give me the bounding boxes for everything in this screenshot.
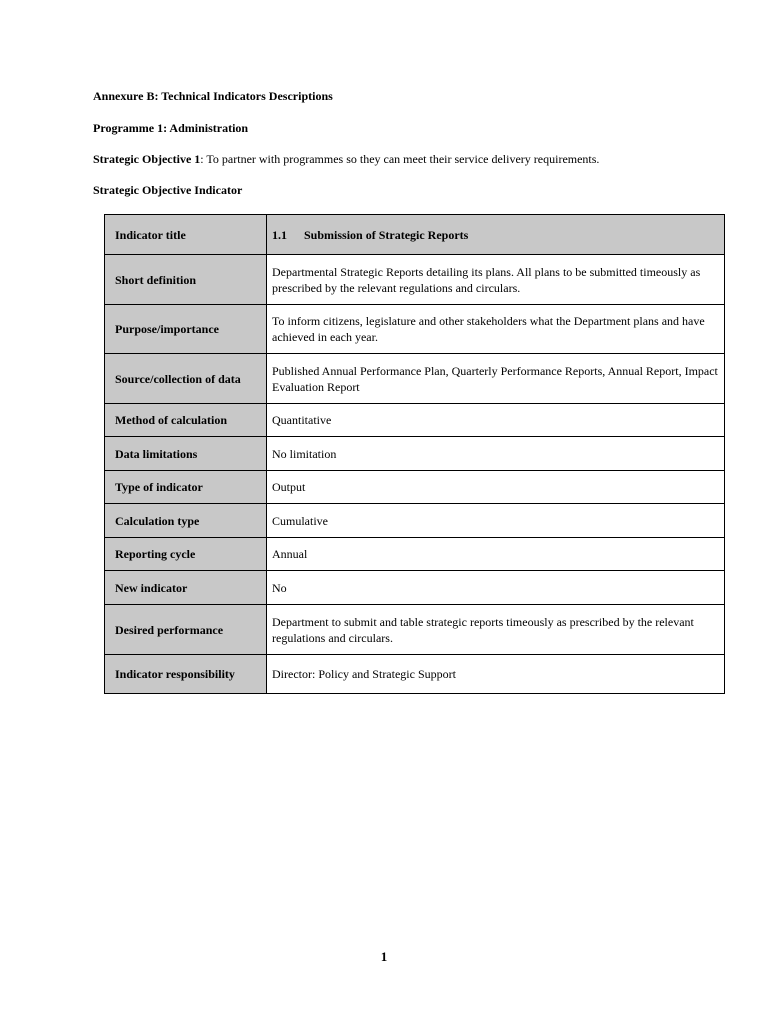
table-header-row bbox=[105, 215, 725, 255]
row-label: Calculation type bbox=[105, 504, 267, 538]
table-row bbox=[105, 404, 725, 437]
row-label: Purpose/importance bbox=[105, 305, 267, 354]
row-value: Cumulative bbox=[267, 504, 725, 538]
header-label: Indicator title bbox=[105, 215, 267, 255]
row-value: Annual bbox=[267, 538, 725, 571]
row-value: No limitation bbox=[267, 437, 725, 471]
row-value: Departmental Strategic Reports detailing its plans. All plans to be submitted timeously as prescribed by the relevant regulations and circulars. bbox=[267, 255, 725, 305]
strategic-objective bbox=[93, 152, 599, 167]
table-row bbox=[105, 605, 725, 655]
header-value bbox=[267, 215, 725, 255]
table-row bbox=[105, 504, 725, 538]
strategic-objective-label: Strategic Objective 1 bbox=[93, 152, 201, 166]
indicator-table bbox=[104, 214, 725, 694]
row-label: Method of calculation bbox=[105, 404, 267, 437]
indicator-heading: Strategic Objective Indicator bbox=[93, 183, 243, 197]
table-row bbox=[105, 571, 725, 605]
row-value: Published Annual Performance Plan, Quarterly Performance Reports, Annual Report, Impact Evaluation Report bbox=[267, 354, 725, 404]
indicator-number: 1.1 bbox=[272, 227, 287, 242]
table-row bbox=[105, 538, 725, 571]
row-label: Indicator responsibility bbox=[105, 655, 267, 694]
table-row bbox=[105, 354, 725, 404]
table-row bbox=[105, 471, 725, 504]
row-value: To inform citizens, legislature and other stakeholders what the Department plans and have achieved in each year. bbox=[267, 305, 725, 354]
row-label: Desired performance bbox=[105, 605, 267, 655]
row-value: Output bbox=[267, 471, 725, 504]
table-row bbox=[105, 655, 725, 694]
annexure-title: Annexure B: Technical Indicators Descriptions bbox=[93, 89, 333, 103]
row-value: No bbox=[267, 571, 725, 605]
indicator-title: Submission of Strategic Reports bbox=[304, 227, 469, 242]
row-label: Short definition bbox=[105, 255, 267, 305]
row-label: Reporting cycle bbox=[105, 538, 267, 571]
strategic-objective-text: : To partner with programmes so they can meet their service delivery requirements. bbox=[200, 152, 600, 166]
row-label: Source/collection of data bbox=[105, 354, 267, 404]
table-row bbox=[105, 437, 725, 471]
row-label: Data limitations bbox=[105, 437, 267, 471]
table-row bbox=[105, 255, 725, 305]
table-row bbox=[105, 305, 725, 354]
row-value: Director: Policy and Strategic Support bbox=[267, 655, 725, 694]
row-label: New indicator bbox=[105, 571, 267, 605]
row-value: Quantitative bbox=[267, 404, 725, 437]
programme-title: Programme 1: Administration bbox=[93, 121, 249, 135]
page-number: 1 bbox=[380, 949, 388, 964]
row-label: Type of indicator bbox=[105, 471, 267, 504]
row-value: Department to submit and table strategic reports timeously as prescribed by the relevant regulations and circulars. bbox=[267, 605, 725, 655]
